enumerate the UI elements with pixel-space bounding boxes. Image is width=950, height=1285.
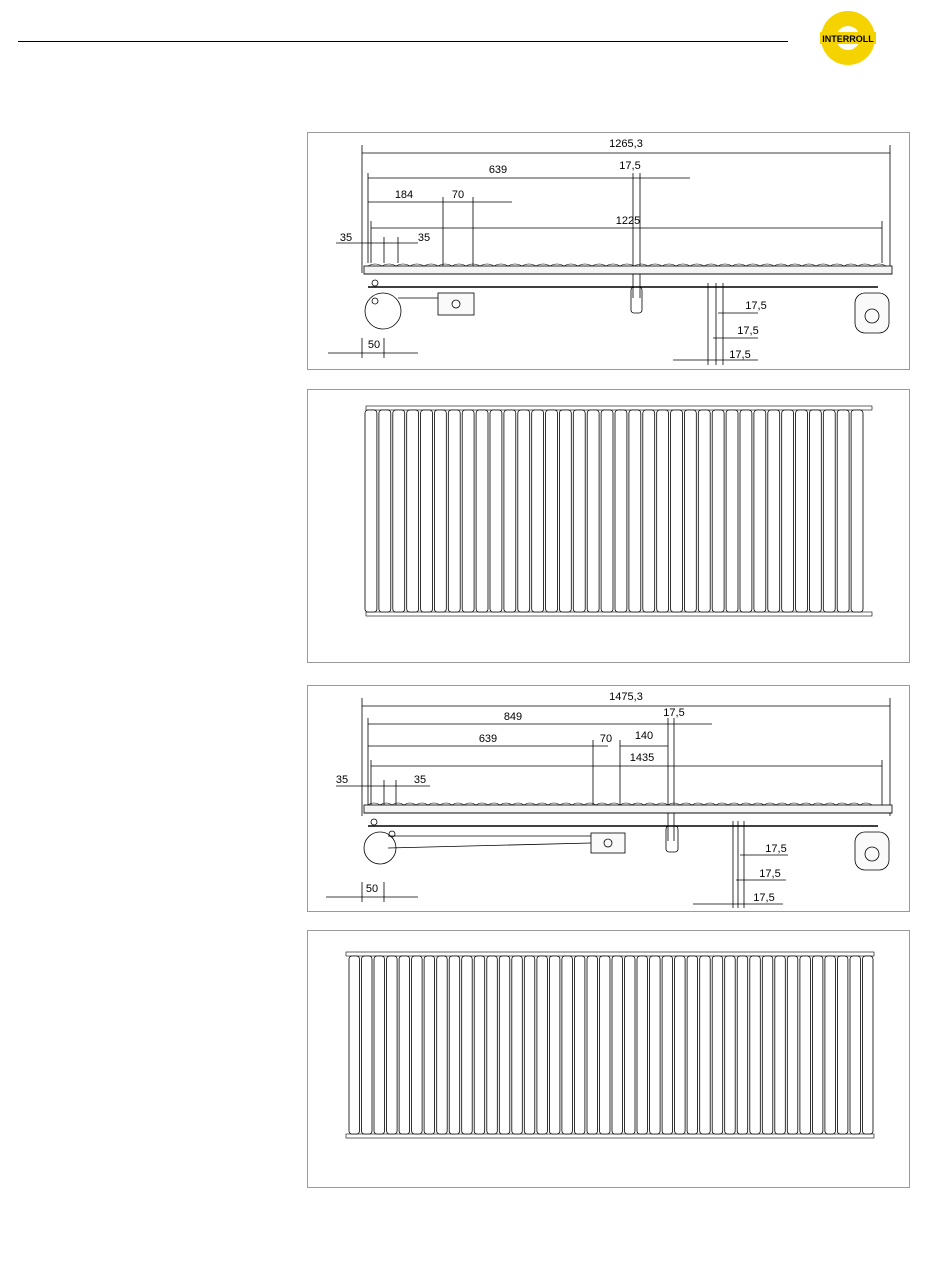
roller	[687, 956, 698, 1134]
roller	[615, 410, 627, 612]
roller	[662, 956, 673, 1134]
roller	[740, 410, 752, 612]
side-view-short-drawing	[308, 133, 909, 369]
roller	[562, 956, 573, 1134]
roller	[449, 956, 460, 1134]
roller	[512, 956, 523, 1134]
interroll-logo	[820, 10, 876, 66]
roller	[462, 956, 473, 1134]
roller	[650, 956, 661, 1134]
dim-left-pitch: 35	[417, 232, 431, 244]
roller	[675, 956, 686, 1134]
roller	[726, 410, 738, 612]
roller	[434, 410, 446, 612]
roller	[362, 956, 373, 1134]
roller	[796, 410, 808, 612]
roller	[474, 956, 485, 1134]
dim-support-a: 17,5	[765, 843, 787, 855]
roller	[754, 410, 766, 612]
roller	[379, 410, 391, 612]
dim-overall-length: 1265,3	[609, 138, 643, 150]
roller	[812, 956, 823, 1134]
roller	[504, 410, 516, 612]
logo-text: INTERROLL	[822, 34, 874, 44]
roller	[518, 410, 530, 612]
dim-left-offset: 35	[335, 774, 349, 786]
roller	[424, 956, 435, 1134]
roller	[574, 956, 585, 1134]
roller	[546, 410, 558, 612]
top-view-short-drawing	[308, 390, 909, 662]
roller	[532, 410, 544, 612]
roller	[782, 410, 794, 612]
roller	[851, 410, 863, 612]
roller	[587, 410, 599, 612]
top-view-short-panel	[307, 389, 910, 663]
side-view-long-panel	[307, 685, 910, 912]
roller	[684, 410, 696, 612]
roller	[387, 956, 398, 1134]
side-view-short-panel	[307, 132, 910, 370]
dim-left-offset: 35	[339, 232, 353, 244]
roller	[712, 956, 723, 1134]
roller	[671, 410, 683, 612]
dim-to-drive: 639	[478, 733, 498, 745]
dim-support-c: 17,5	[753, 892, 775, 904]
roller	[837, 956, 848, 1134]
roller	[737, 956, 748, 1134]
roller	[850, 956, 861, 1134]
roller	[587, 956, 598, 1134]
dim-bottom-left: 50	[367, 339, 381, 351]
roller	[600, 956, 611, 1134]
roller	[712, 410, 724, 612]
dim-stop-bracket-width: 17,5	[663, 707, 685, 719]
roller	[643, 410, 655, 612]
roller	[863, 956, 874, 1134]
roller	[399, 956, 410, 1134]
dim-drive-gap: 140	[634, 730, 654, 742]
dim-to-stop-bracket: 639	[488, 164, 508, 176]
dim-overall-length: 1475,3	[609, 691, 643, 703]
roller	[823, 410, 835, 612]
roller	[809, 410, 821, 612]
roller	[476, 410, 488, 612]
roller	[700, 956, 711, 1134]
roller	[750, 956, 761, 1134]
top-view-long-panel	[307, 930, 910, 1188]
roller	[625, 956, 636, 1134]
dim-support-a: 17,5	[745, 300, 767, 312]
roller	[637, 956, 648, 1134]
dim-support-b: 17,5	[759, 868, 781, 880]
header-rule	[18, 41, 788, 42]
dim-drive-offset: 184	[394, 189, 414, 201]
dim-stop-bracket-width: 17,5	[619, 160, 641, 172]
roller	[787, 956, 798, 1134]
dim-roller-length: 1435	[629, 752, 655, 764]
roller	[825, 956, 836, 1134]
roller	[393, 410, 405, 612]
roller	[437, 956, 448, 1134]
roller	[412, 956, 423, 1134]
roller	[800, 956, 811, 1134]
roller	[365, 410, 377, 612]
roller	[573, 410, 585, 612]
roller	[537, 956, 548, 1134]
roller	[374, 956, 385, 1134]
roller	[725, 956, 736, 1134]
roller	[448, 410, 460, 612]
dim-left-pitch: 35	[413, 774, 427, 786]
roller	[499, 956, 510, 1134]
dim-bottom-left: 50	[365, 883, 379, 895]
roller	[349, 956, 360, 1134]
roller	[775, 956, 786, 1134]
dim-drive-width: 70	[599, 733, 613, 745]
roller	[698, 410, 710, 612]
roller	[490, 410, 502, 612]
dim-support-c: 17,5	[729, 349, 751, 361]
roller	[462, 410, 474, 612]
roller	[487, 956, 498, 1134]
roller	[612, 956, 623, 1134]
dim-to-stop-bracket: 849	[503, 711, 523, 723]
top-view-long-drawing	[308, 931, 909, 1187]
side-view-long-drawing	[308, 686, 909, 911]
dim-support-b: 17,5	[737, 325, 759, 337]
roller	[559, 410, 571, 612]
roller	[837, 410, 849, 612]
dim-drive-width: 70	[451, 189, 465, 201]
roller	[762, 956, 773, 1134]
roller	[407, 410, 419, 612]
roller	[549, 956, 560, 1134]
roller	[524, 956, 535, 1134]
roller	[768, 410, 780, 612]
roller	[629, 410, 641, 612]
roller	[601, 410, 613, 612]
roller	[657, 410, 669, 612]
dim-roller-length: 1225	[615, 215, 641, 227]
roller	[421, 410, 433, 612]
